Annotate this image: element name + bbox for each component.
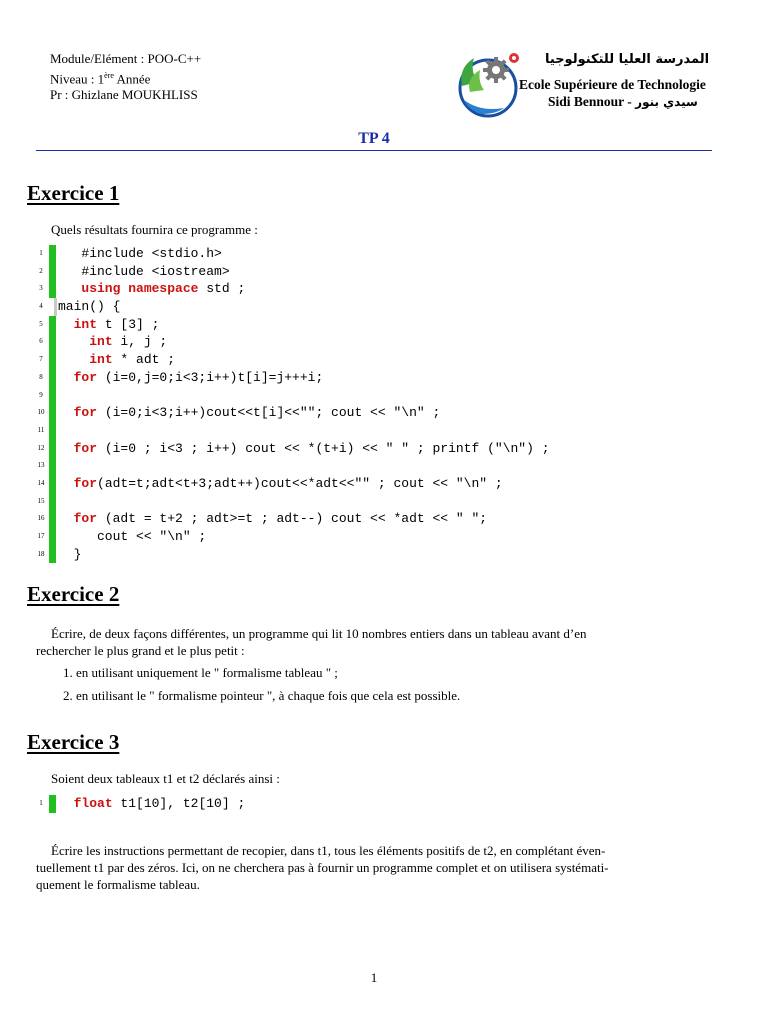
niveau-sup: ère [104, 70, 114, 80]
code-text: using namespace std ; [81, 281, 246, 297]
page-number: 1 [370, 970, 378, 985]
code-bar [49, 387, 56, 405]
code-text: int i, j ; [89, 334, 168, 350]
code-bar [49, 795, 56, 813]
code-bar [49, 475, 56, 493]
exercise-3-paragraph-line-3: quement le formalisme tableau. [36, 877, 200, 892]
code-bar [49, 404, 56, 422]
title-rule [36, 150, 712, 151]
city-french: Sidi Bennour - [548, 94, 636, 109]
line-number: 5 [39, 319, 43, 328]
code-bar [49, 280, 56, 298]
line-number: 11 [37, 425, 45, 434]
line-number: 13 [37, 461, 45, 470]
line-number: 12 [37, 443, 45, 452]
line-number: 17 [37, 532, 45, 540]
code-bar [49, 316, 56, 334]
code-bar [49, 546, 56, 564]
code-text: for (i=0,j=0;i<3;i++)t[i]=j+++i; [73, 369, 324, 385]
line-number: 8 [39, 372, 43, 381]
exercise-2-title: Exercice 2 [27, 582, 120, 606]
code-bar [49, 369, 56, 387]
niveau-label [50, 68, 201, 88]
code-text: for (i=0;i<3;i++)cout<<t[i]<<""; cout << "\n" ; [73, 405, 441, 421]
line-number: 1 [39, 799, 43, 807]
code-rest: t1[10], t2[10] ; [112, 796, 246, 811]
code-text: for (i=0 ; i<3 ; i++) cout << *(t+i) << " " ; printf ("\n") ; [73, 440, 550, 456]
line-number: 9 [39, 390, 43, 399]
exercise-3-paragraph-line-2: tuellement t1 par des zéros. Ici, on ne cherchera pas à fournir un programme complet et on utilisera systémati- [36, 860, 609, 875]
line-number: 16 [37, 514, 45, 523]
exercise-3-paragraph-line-1: Écrire les instructions permettant de recopier, dans t1, tous les éléments positifs de t2, en complétant éven- [51, 843, 606, 858]
code-bar [49, 351, 56, 369]
professor-label: Pr : Ghizlane MOUKHLISS [50, 87, 198, 103]
code-bar [49, 263, 56, 281]
line-number: 4 [39, 302, 43, 311]
exercise-2-list [63, 661, 460, 707]
exercise-1-intro: Quels résultats fournira ce programme : [51, 222, 258, 237]
school-name-arabic: المدرسة العليا للتكنولوجيا [545, 52, 710, 67]
header-info [50, 51, 201, 104]
code-bar [49, 422, 56, 440]
line-number: 3 [39, 284, 43, 293]
exercise-3-intro: Soient deux tableaux t1 et t2 déclarés ainsi : [51, 771, 280, 786]
code-text: int * adt ; [89, 352, 176, 368]
code-bar [49, 333, 56, 351]
exercise-2-paragraph-line-2: rechercher le plus grand et le plus petit : [36, 643, 245, 658]
line-number: 14 [37, 478, 45, 487]
line-number: 2 [39, 266, 43, 275]
niveau-prefix: Niveau : 1 [50, 70, 105, 86]
list-item: 1. en utilisant uniquement le " formalisme tableau " ; [63, 665, 338, 680]
code-text: #include <stdio.h> [58, 246, 222, 261]
line-number: 15 [37, 496, 45, 505]
code-bar [49, 528, 56, 546]
module-label: Module/Elément : POO-C++ [50, 51, 202, 66]
line-number: 1 [39, 249, 43, 257]
code-text: int t [3] ; [73, 316, 160, 332]
code-text: } [58, 546, 82, 562]
exercise-1-title: Exercice 1 [27, 181, 120, 205]
code-bar [54, 298, 57, 316]
list-item: 2. en utilisant le " formalisme pointeur ", à chaque fois que cela est possible. [63, 688, 461, 703]
code-text [58, 795, 245, 813]
code-text: for(adt=t;adt<t+3;adt++)cout<<*adt<<"" ; cout << "\n" ; [73, 475, 503, 491]
code-bar [49, 440, 56, 458]
code-text: cout << "\n" ; [58, 529, 207, 544]
code-keyword: float [73, 796, 113, 811]
code-bar [49, 510, 56, 528]
line-number: 6 [39, 337, 43, 346]
line-number: 7 [39, 355, 43, 364]
exercise-3-title: Exercice 3 [27, 730, 120, 754]
niveau-suffix: Année [113, 70, 151, 86]
tp-title: TP 4 [358, 130, 390, 147]
code-text: main() { [58, 299, 121, 315]
code-bar [49, 457, 56, 475]
exercise-2-paragraph-line-1: Écrire, de deux façons différentes, un programme qui lit 10 nombres entiers dans un tableau avant d’en [51, 626, 587, 641]
code-bar [49, 493, 56, 511]
city-arabic: سيدي بنور [635, 95, 698, 109]
code-text: #include <iostream> [58, 263, 230, 279]
line-number: 18 [37, 549, 45, 558]
code-bar [49, 245, 56, 263]
school-city [548, 94, 698, 110]
code-text: for (adt = t+2 ; adt>=t ; adt--) cout << *adt << " "; [73, 511, 488, 527]
school-name-french: Ecole Supérieure de Technologie [519, 77, 706, 92]
line-number: 10 [37, 408, 45, 417]
